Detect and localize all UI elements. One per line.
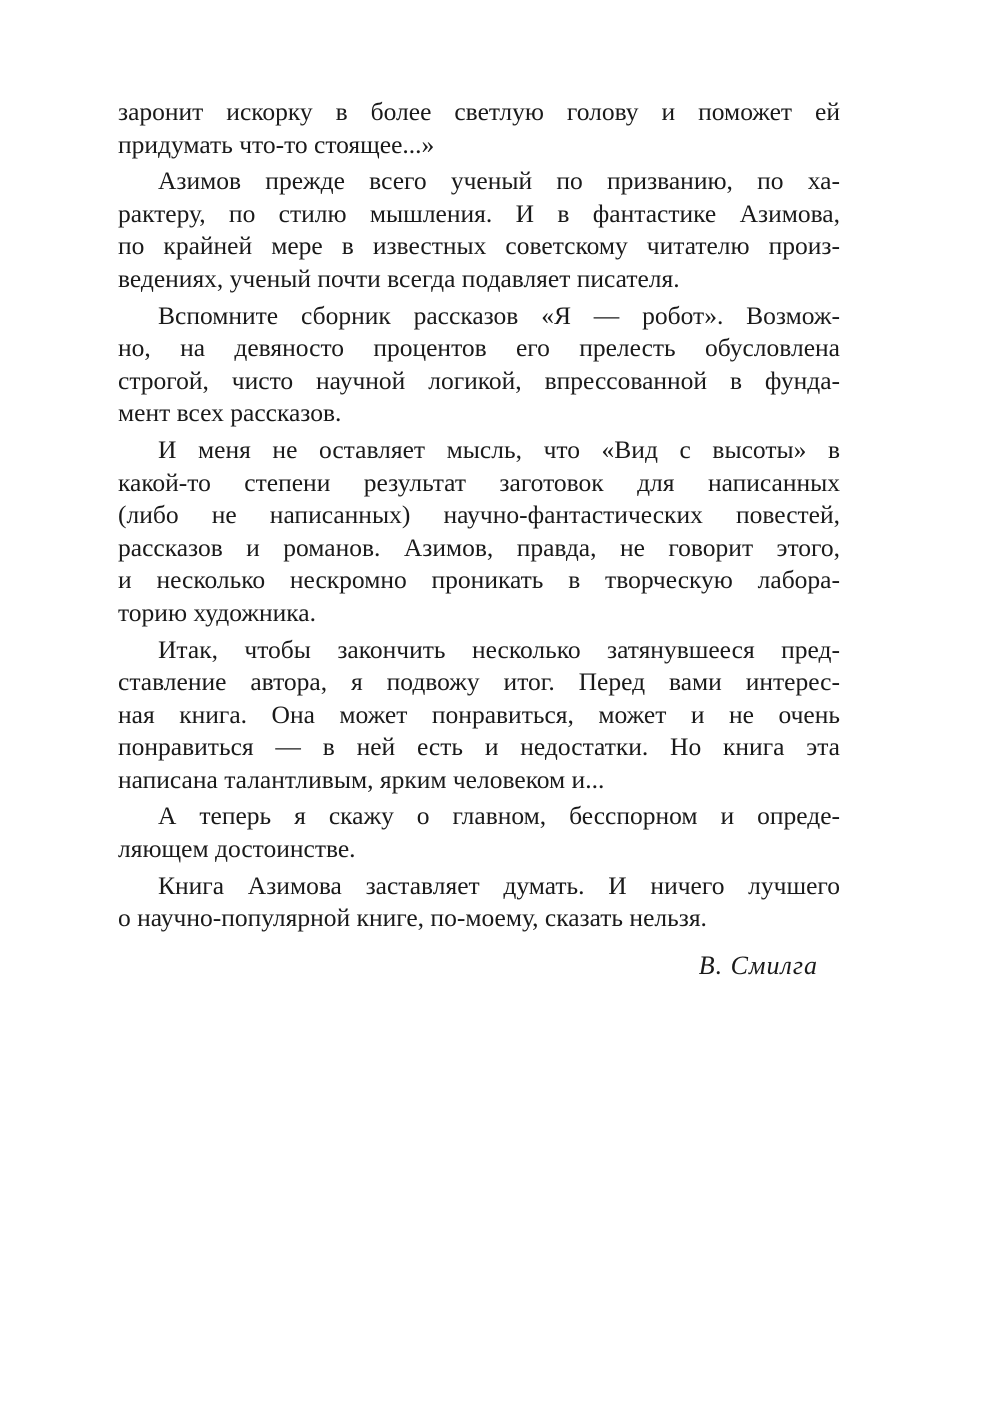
text-line: (либо не написанных) научно-фантастических повестей, bbox=[118, 500, 840, 530]
text-line: рактеру, по стилю мышления. И в фантастике Азимова, bbox=[118, 198, 840, 228]
text-line: но, на девяносто процентов его прелесть обусловлена bbox=[118, 333, 840, 363]
text-line: ляющем достоинстве. bbox=[118, 834, 356, 864]
text-line: строгой, чисто научной логикой, впрессованной в фунда- bbox=[118, 365, 840, 395]
paragraph-first-line: Книга Азимова заставляет думать. И ничего лучшего bbox=[158, 870, 840, 900]
text-line: рассказов и романов. Азимов, правда, не говорит этого, bbox=[118, 532, 840, 562]
text-line: придумать что-то стоящее...» bbox=[118, 129, 435, 159]
text-line: написана талантливым, ярким человеком и... bbox=[118, 764, 605, 794]
text-line: по крайней мере в известных советскому читателю произ- bbox=[118, 231, 840, 261]
paragraph-first-line: Азимов прежде всего ученый по призванию, по ха- bbox=[158, 166, 840, 196]
text-line: ведениях, ученый почти всегда подавляет писателя. bbox=[118, 263, 680, 293]
text-line: о научно-популярной книге, по-моему, сказать нельзя. bbox=[118, 903, 707, 933]
text-line: какой-то степени результат заготовок для написанных bbox=[118, 467, 840, 497]
body-text bbox=[118, 96, 840, 935]
paragraph-first-line: Вспомните сборник рассказов «Я — робот». Возмож- bbox=[158, 300, 840, 330]
paragraph-first-line: А теперь я скажу о главном, бесспорном и опреде- bbox=[158, 801, 840, 831]
text-line: ставление автора, я подвожу итог. Перед вами интерес- bbox=[118, 667, 840, 697]
text-line: мент всех рассказов. bbox=[118, 398, 342, 428]
text-line: ная книга. Она может понравиться, может и не очень bbox=[118, 699, 840, 729]
text-line: понравиться — в ней есть и недостатки. Но книга эта bbox=[118, 732, 840, 762]
paragraph-first-line: Итак, чтобы закончить несколько затянувшееся пред- bbox=[158, 634, 840, 664]
text-line: заронит искорку в более светлую голову и поможет ей bbox=[118, 97, 840, 126]
text-line: и несколько нескромно проникать в творческую лабора- bbox=[118, 565, 840, 595]
author-signature: В. Смилга bbox=[698, 951, 818, 980]
paragraph-first-line: И меня не оставляет мысль, что «Вид с высоты» в bbox=[158, 434, 840, 464]
text-line: торию художника. bbox=[118, 597, 316, 627]
